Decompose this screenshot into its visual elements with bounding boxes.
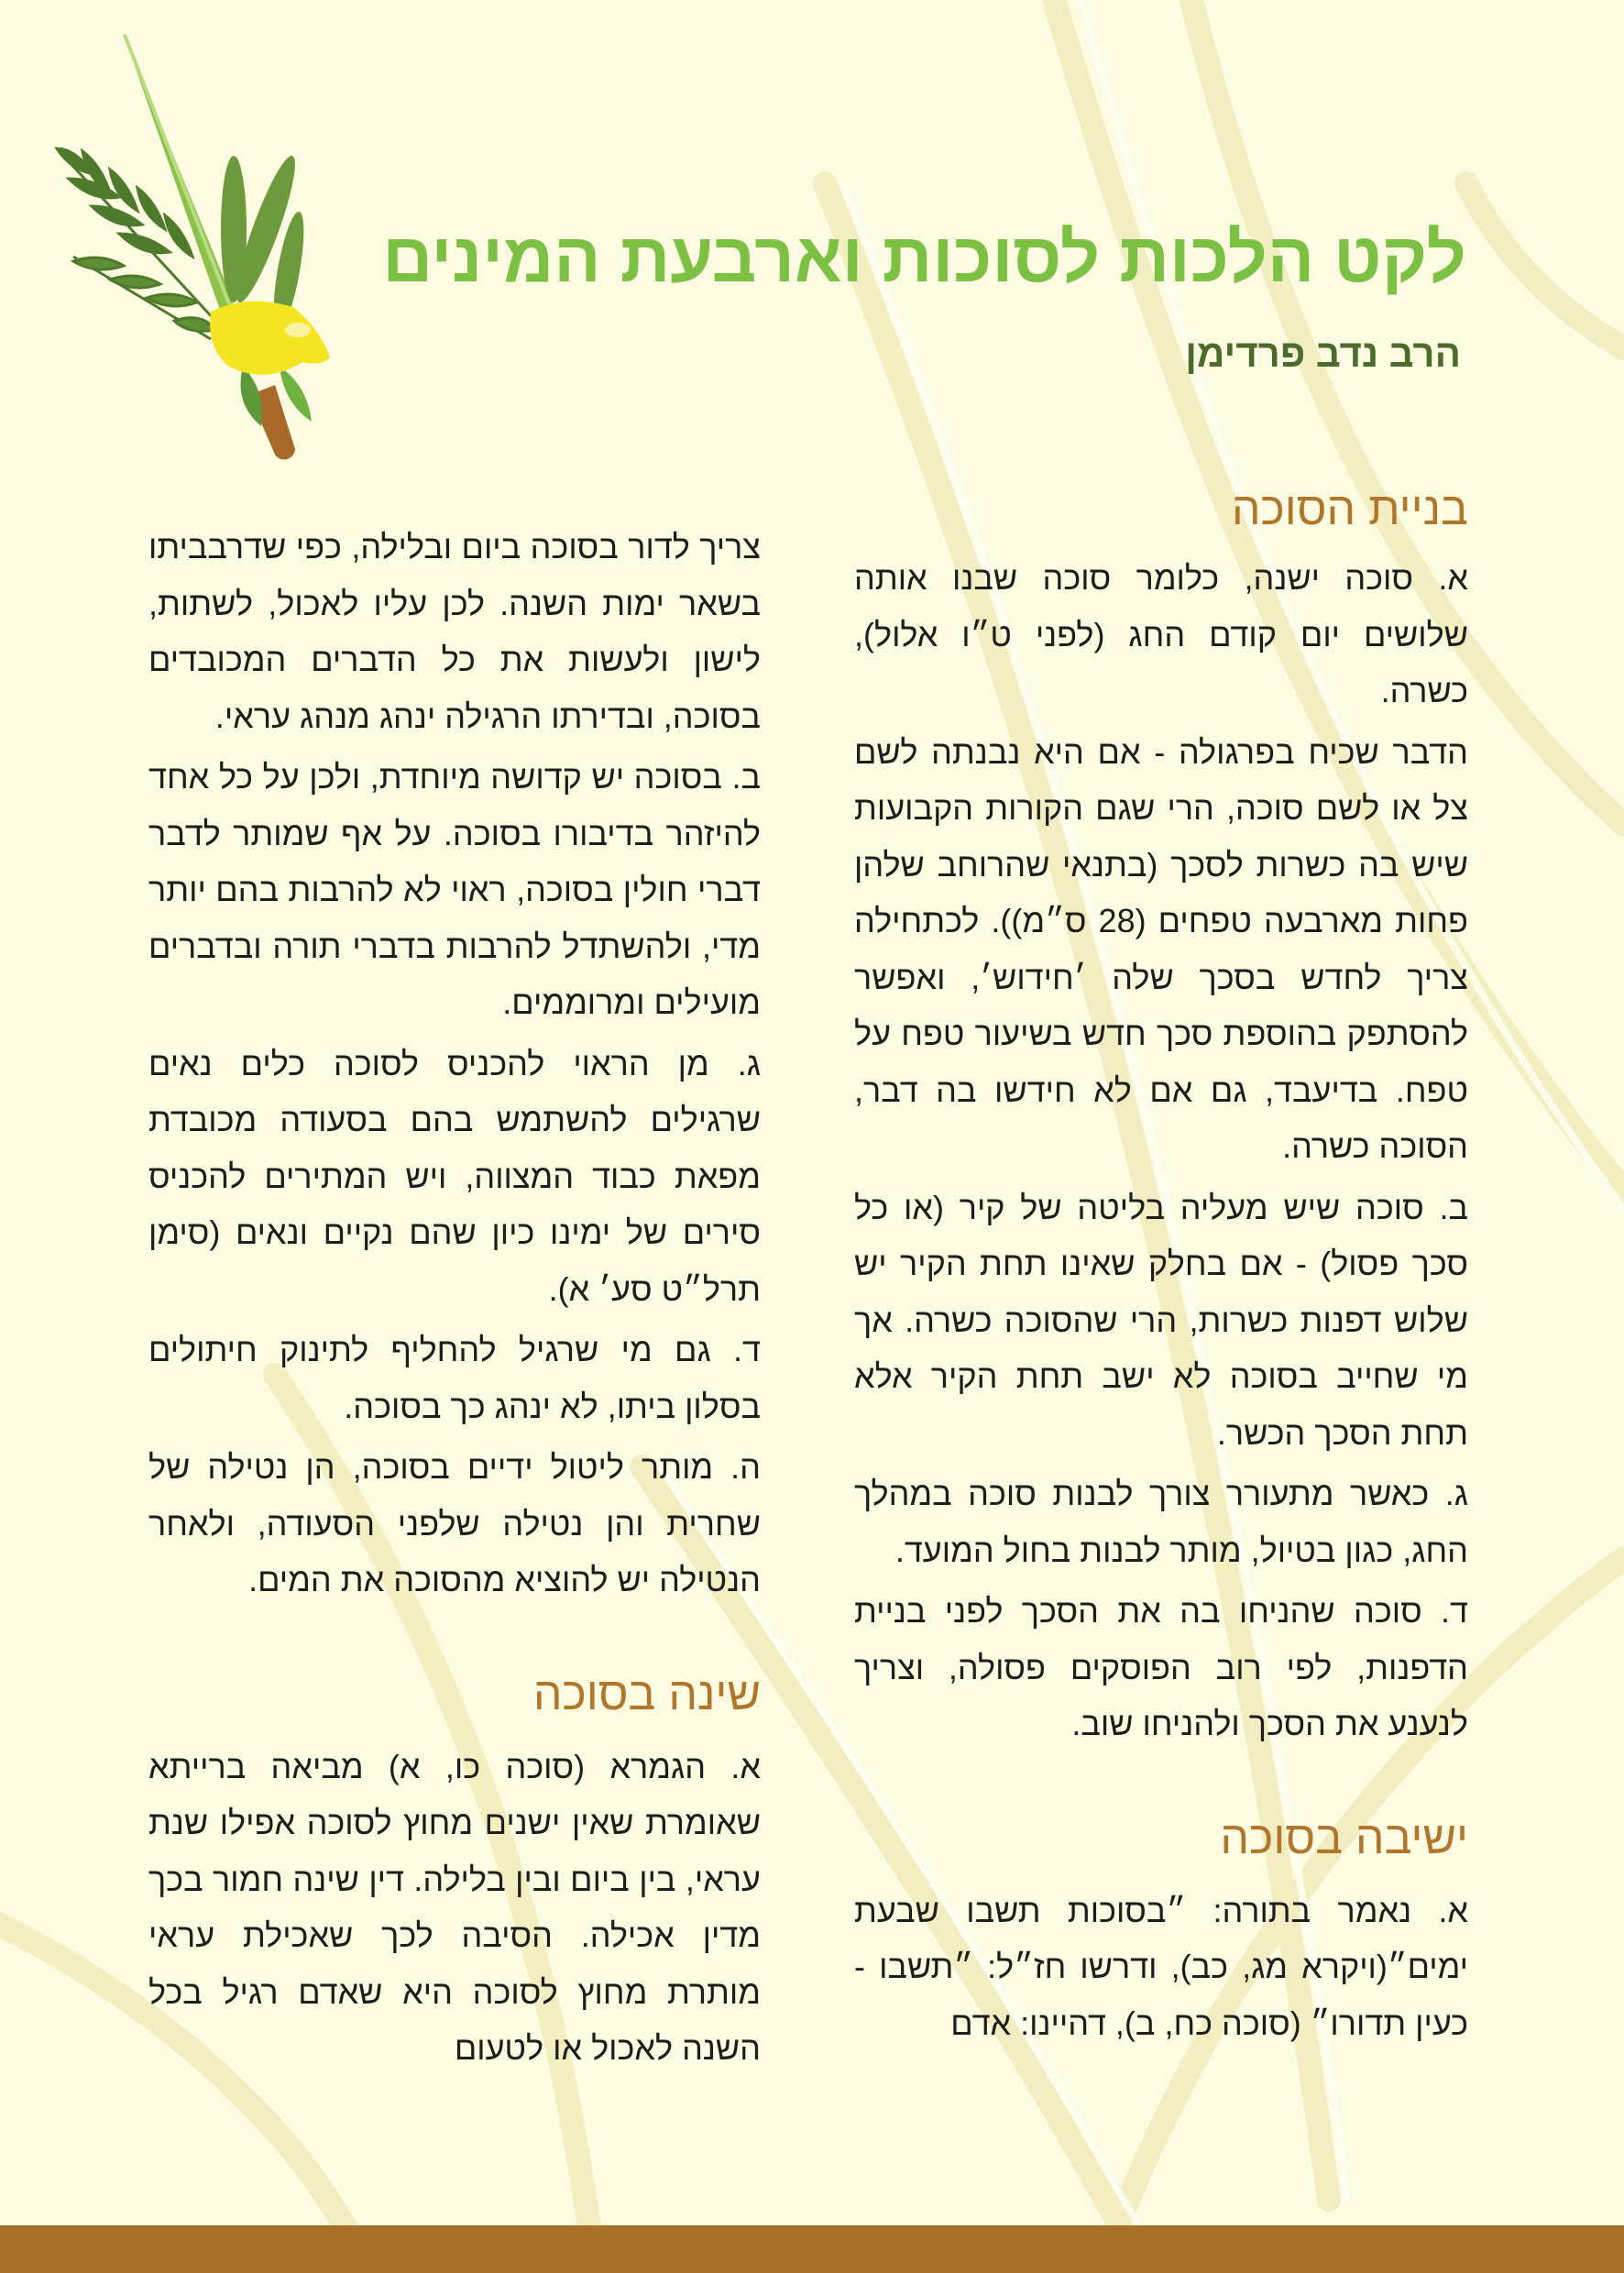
footer-bar bbox=[0, 2225, 1624, 2273]
etrog-icon bbox=[210, 302, 330, 375]
paragraph: ה. מותר ליטול ידיים בסוכה, הן נטילה של שחרית והן נטילה שלפני הסעודה, ולאחר הנטילה יש להוציא מהסוכה את המים. bbox=[148, 1448, 761, 1598]
page-title: לקט הלכות לסוכות וארבעת המינים bbox=[382, 219, 1466, 297]
paragraph: ב. בסוכה יש קדושה מיוחדת, ולכן על כל אחד להיזהר בדיבורו בסוכה. על אף שמותר לדבר דברי חולין בסוכה, ראוי לא להרבות בהם יותר מדי, ולהשתדל להרבות בדברי תורה ובדברים מועילים ומרוממים. bbox=[148, 758, 761, 1021]
left-column bbox=[148, 519, 761, 2081]
paragraph: ג. כאשר מתעורר צורך לבנות סוכה במהלך החג, כגון בטיול, מותר לבנות בחול המועד. bbox=[854, 1475, 1468, 1569]
four-species-illustration bbox=[46, 18, 357, 486]
paragraph: ב. סוכה שיש מעליה בליטה של קיר (או כל סכך פסול) - אם בחלק שאינו תחת הקיר יש שלוש דפנות כשרות, הרי שהסוכה כשרה. אך מי שחייב בסוכה לא ישב תחת הקיר אלא תחת הסכך הכשר. bbox=[854, 1188, 1468, 1452]
paragraph: א. סוכה ישנה, כלומר סוכה שבנו אותה שלושים יום קודם החג (לפני ט״ו אלול), כשרה. bbox=[854, 559, 1468, 709]
right-column bbox=[854, 477, 1468, 2056]
hadas-aravah-icon bbox=[57, 148, 215, 339]
paragraph: הדבר שכיח בפרגולה - אם היא נבנתה לשם צל או לשם סוכה, הרי שגם הקורות הקבועות שיש בה כשרות לסכך (בתנאי שהרוחב שלהן פחות מארבעה טפחים (28 ס״מ)). לכתחילה צריך לחדש בסכך שלה ׳חידוש׳, ואפשר להסתפק בהוספת סכך חדש בשיעור טפח על טפח. בדיעבד, גם אם לא חידשו בה דבר, הסוכה כשרה. bbox=[854, 732, 1468, 1165]
paragraph: ד. גם מי שרגיל להחליף לתינוק חיתולים בסלון ביתו, לא ינהג כך בסוכה. bbox=[148, 1331, 761, 1425]
paragraph: א. נאמר בתורה: ״בסוכות תשבו שבעת ימים״(ויקרא מג, כב), ודרשו חז״ל: ״תשבו - כעין תדורו״ (סוכה כח, ב), דהיינו: אדם bbox=[854, 1891, 1468, 2042]
paragraph: ד. סוכה שהניחו בה את הסכך לפני בניית הדפנות, לפי רוב הפוסקים פסולה, וצריך לנענע את הסכך ולהניחו שוב. bbox=[854, 1592, 1468, 1742]
paragraph: צריך לדור בסוכה ביום ובלילה, כפי שדרבביתו בשאר ימות השנה. לכן עליו לאכול, לשתות, לישון ולעשות את כל הדברים המכובדים בסוכה, ובדירתו הרגילה ינהג מנהג עראי. bbox=[148, 528, 761, 735]
paragraph: א. הגמרא (סוכה כו, א) מביאה ברייתא שאומרת שאין ישנים מחוץ לסוכה אפילו שנת עראי, בין ביום ובין בלילה. דין שינה חמור בכך מדין אכילה. הסיבה לכך שאכילת עראי מותרת מחוץ לסוכה היא שאדם רגיל בכל השנה לאכול או לטעום bbox=[148, 1747, 761, 2067]
author-name: הרב נדב פרדימן bbox=[1185, 332, 1461, 375]
paragraph: ג. מן הראוי להכניס לסוכה כלים נאים שרגילים להשתמש בהם בסעודה מכובדת מפאת כבוד המצווה, ויש המתירים להכניס סירים של ימינו כיון שהם נקיים ונאים (סימן תרל״ט סע׳ א). bbox=[148, 1044, 761, 1308]
section-heading-sleeping: שינה בסוכה bbox=[532, 1667, 761, 1719]
section-heading-building: בניית הסוכה bbox=[1231, 483, 1468, 534]
section-heading-sitting: ישיבה בסוכה bbox=[1220, 1811, 1468, 1863]
